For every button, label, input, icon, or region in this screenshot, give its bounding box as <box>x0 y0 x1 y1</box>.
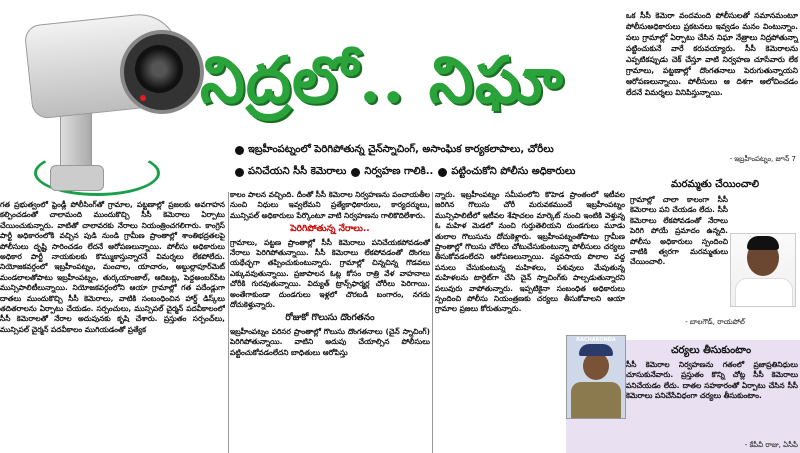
article-headline: నిద్రలో.. నిఘా <box>200 43 564 118</box>
bullet-icon <box>235 146 244 155</box>
photo-backdrop-text: RACHAKONDA <box>576 337 616 343</box>
cctv-camera-image <box>0 0 225 215</box>
article-intro: ఒక సీసీ కెమెరా వందమంది పోలీసులతో సమానమంటూ పోలీసుఅధికారులు ప్రకటనలు ఇవ్వడం మనం వింటున్నాం. పలు గ్రామాల్లో ఏర్పాటు చేసిన నిఘా నేత్రాలు నిద్రపోతున్నా పట్టించుకునే వారే కరువయ్యారు. సీసీ కెమెరాలను ఎప్పటికప్పుడు చెక్ చేస్తూ వాటి నిర్వహణ చూసేవారు లేక గ్రామాలు, పట్టణాల్లో దొంగతనాలు పెరుగుతున్నాయని ఆరోపణలున్నాయి. పోలీసులు ఆ దిశగా ఆలోచించడం లేదనే విమర్శలు వినిపిస్తున్నాయి. <box>626 11 798 97</box>
quote-box-credit: - కేపీవీ రాజు, ఏసీపీ <box>744 441 798 449</box>
bullet-icon <box>235 168 244 177</box>
col2-paragraph-2: గ్రామాలు, పట్టణ ప్రాంతాల్లో సీసీ కెమెరాలు పనిచేయకపోవడంతో నేరాలు పెరిగిపోతున్నాయి. సీసీ కెమెరాలు లేకపోవడంతో దొంగలు యథేచ్ఛగా తప్పించుకుంటున్నారు. గ్రామాల్లో చిన్నచిన్న గొడవలు ఎక్కువవుతున్నాయి. ప్రజాపాలన ఓట్ల కోసం రాత్రి వేళ వాహనాలు చోరీకి గురవుతున్నాయి. విద్యుత్ ట్రాన్స్‌ఫార్మర్ల చోరీలు పెరిగాయి. అంతేగాకుండా దుండగులు ఇళ్లలో చొరబడి బంగారం, నగదు దోచుకెళ్తున్నారు. <box>230 237 430 310</box>
article-column-1: గత ప్రభుత్వంలో ఫ్రెండ్లీ పోలీసింగ్‌తో గ్రామాల, పట్టణాల్లో ప్రజలకు అవగాహన కల్పించడంతో చాలామంది ముందుకొచ్చి సీసీ కెమెరాలు ఏర్పాటు చేయించుకున్నారు. వాటితో చాలావరకు నేరాలు నియంత్రించగలిగారు. కాంగ్రెస్ పార్టీ అధికారంలోకి వచ్చిన పుడి నుండి గ్రామీణ ప్రాంతాల్లో శాంతిభద్రతలపై పోలీసులు దృష్టి సారించడం లేదనే ఆరోపణలున్నాయి. పోలీసు అధికారులు అధికార పార్టీ నాయకులకు కొమ్ముకాస్తున్నారనే విమర్శలు లేకపోలేదు. నియోజకవర్గంలో ఇబ్రహీంపట్నం, మంచాల, యాచారం, అబ్దుల్లాపూర్‌మెట్ మండలాలతోపాటు ఇబ్రహీంపట్నం, తుర్కయాంజాల్, ఆదిబట్ల, పెద్దఅంబర్‌పేట మున్సిపాలిటీలున్నాయి. నియోజకవర్గంలోని ఆయా గ్రామాల్లో గత పదేండ్లుగా దాతలు ముందుకొచ్చి సీసీ కెమెరాలు, వాటికి సంబంధించిన హార్డ్ డిస్క్‌లు తదితరాలను ఏర్పాటు చేయడం. సర్పంచులు, మున్సిపల్ చైర్మన్ పదవీకాలంలో సీసీ కెమెరాలతో నేరాల అదుపునకు కృషి చేశారు. ప్రస్తుతం సర్పంచ్‌లు, మున్సిపల్ చైర్మన్ పదవీకాలం ముగియడంతో ప్రత్యేక <box>0 200 225 334</box>
quote-box-title: మరమ్మతు చేయించాలి <box>670 179 760 190</box>
subheading-crimes: పెరిగిపోతున్న నేరాలు.. <box>290 224 370 235</box>
officer-photo <box>566 335 626 419</box>
camera-lens-icon <box>135 45 183 93</box>
subheading-chain-snatching: రోజుకో గొలుసు దొంగతనం <box>285 313 375 324</box>
quote-box-repair <box>630 178 800 328</box>
bullet-row-1 <box>232 140 632 160</box>
bullet-text: పట్టించుకోని పోలీసు అధికారులు <box>451 166 576 177</box>
bullet-icon <box>438 168 447 177</box>
quote-box-text: సీసీ కెమెరాల నిర్వహణను గతంలో ప్రజాప్రతినిధులు చూసుకునేవారు. ప్రస్తుతం కొన్ని చోట్ల సీసీ కెమెరాలు పనిచేయడం లేదు. దాతల సహకారంతో ఏర్పాటు చేసిన సీసీ కెమెరాలు పనిచేసేవిధంగా చర్యలు తీసుకుంటాం. <box>626 360 798 401</box>
quote-box-text: గ్రామాల్లో చాలా కాలంగా సీసీ కెమెరాలు పని చేయడం లేదు. సీసీ కెమెరాలు లేకపోవడంతో నేరాలు పెరిగి పోయే ప్రమాదం ఉన్నది. పోలీసు అధికారులు స్పందించి వాటికి త్వరగా మరమ్మతులు చేయించాలి. <box>630 195 728 267</box>
dateline: - ఇబ్రహీంపట్నం, జూన్ 7 <box>729 155 796 163</box>
article-column-3: న్నారు. ఇబ్రహీంపట్నం సమీపంలోని కొహెడ ప్రాంతంలో ఇటీవల జరిగిన గొలుసు చోరీ మరువకముందే ఇబ్రహీంపట్నం మున్సిపాలిటీలో ఇటీవల శేషాచలం మార్కెట్ నుంచి ఇంటికి వెళ్తున్న ఓ మహిళ మెడలో నుంచి గుర్తుతెలియని దుండగులు మూడు తులాల గొలుసును దోచుకెళ్లారు. ఇబ్రహీంపట్నంతోపాటు గ్రామీణ ప్రాంతాల్లో గొలుసు చోరీలు చోటుచేసుకుంటున్నా పోలీసులు చర్యలు తీసుకోవడంలేదని ఆరోపణలున్నాయి. వ్యవసాయ పొలాల వద్ద పనులు చేసుకుంటున్న మహిళలు, పశువులు మేపుతున్న మహిళలను టార్గెట్‌గా చేసి చైన్ స్నాచింగ్‌కు పాల్పడుతున్నారని పలువురు వాపోతున్నారు. ఇప్పటికైనా సంబంధిత అధికారులు స్పందించి పోలీసు నియంత్రణకు చర్యలు తీసుకోవాలని ఆయా గ్రామాల ప్రజలు కోరుతున్నారు. <box>435 190 625 314</box>
summary-bullets <box>232 140 632 184</box>
col2-paragraph-1: కాలం పాలన వచ్చింది. దీంతో సీసీ కెమెరాల నిర్వహణను పంచాయతీల నుంచి నిధులు ఇవ్వలేమని ప్రత్యేకాధికారులు, కార్యదర్శులు, మున్సిపల్ అధికారులు పేర్కొంటూ వాటి నిర్వహణను గాలికొదిలేశారు. <box>230 190 430 220</box>
bullet-row-2 <box>232 162 632 182</box>
column-divider <box>228 192 229 453</box>
camera-mount <box>60 110 92 172</box>
column-divider <box>432 192 433 453</box>
bullet-text: ఇబ్రహీంపట్నంలో పెరిగిపోతున్న చైన్‌స్నాచింగ్, అసాంఘిక కార్యకలాపాలు, చోరీలు <box>248 144 554 155</box>
article-column-2 <box>230 190 430 453</box>
quote-box-credit: - బాలగౌడ్, రాయపోల్ <box>685 318 745 326</box>
camera-base <box>50 165 104 191</box>
quote-box-title: చర్యలు తీసుకుంటాం <box>670 345 752 356</box>
camera-led <box>140 95 146 101</box>
person-photo <box>730 233 796 307</box>
bullet-icon <box>351 168 360 177</box>
bullet-text: పనిచేయని సీసీ కెమెరాలు <box>248 166 347 177</box>
col2-paragraph-3: ఇబ్రహీంపట్నం పరిసర ప్రాంతాల్లో గొలుసు దొంగతనాలు (చైన్ స్నాచింగ్) పెరిగిపోతున్నాయి. వాటిని అదుపు చేయాల్సిన పోలీసులు పట్టించుకోవడంలేదని బాధితులు ఆరోపిస్తు <box>230 326 430 357</box>
bullet-text: నిర్వహణ గాలికి.. <box>364 166 434 177</box>
